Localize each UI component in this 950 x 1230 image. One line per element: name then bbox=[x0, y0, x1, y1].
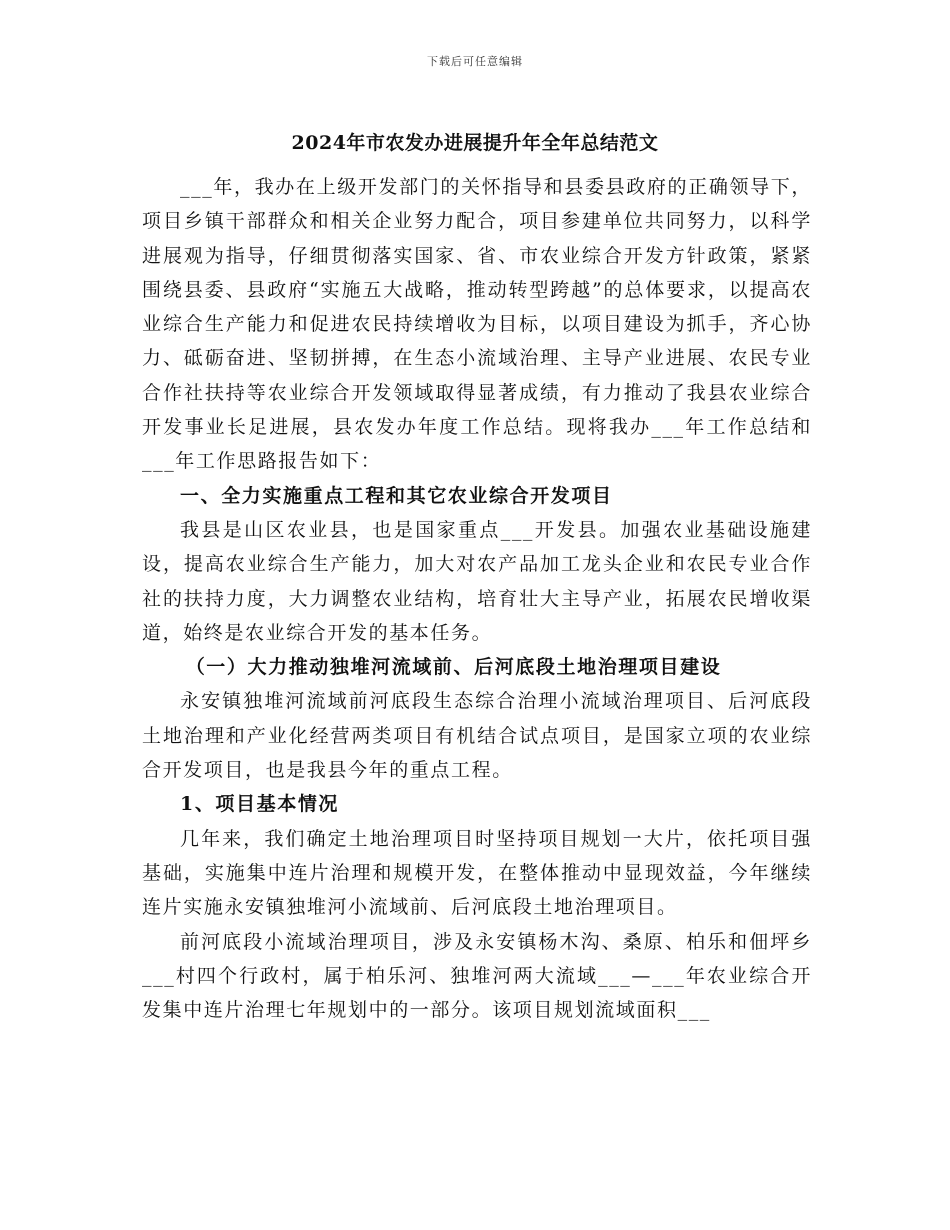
body-paragraph: 永安镇独堆河流域前河底段生态综合治理小流域治理项目、后河底段土地治理和产业化经营两类项目有机结合试点项目，是国家立项的农业综合开发项目，也是我县今年的重点工程。 bbox=[142, 690, 812, 782]
subsection-heading: （一）大力推动独堆河流域前、后河底段土地治理项目建设 bbox=[185, 656, 722, 679]
body-paragraph: 我县是山区农业县，也是国家重点___开发县。加强农业基础设施建设，提高农业综合生产能力，加大对农产品加工龙头企业和农民专业合作社的扶持力度，大力调整农业结构，培育壮大主导产业，拓展农民增收渠道，始终是农业综合开发的基本任务。 bbox=[142, 518, 812, 644]
body-paragraph: ___年，我办在上级开发部门的关怀指导和县委县政府的正确领导下，项目乡镇干部群众和相关企业努力配合，项目参建单位共同努力，以科学进展观为指导，仔细贯彻落实国家、省、市农业综合开发方针政策，紧紧围绕县委、县政府“实施五大战略，推动转型跨越”的总体要求，以提高农业综合生产能力和促进农民持续增收为目标，以项目建设为抓手，齐心协力、砥砺奋进、坚韧拼搏，在生态小流域治理、主导产业进展、农民专业合作社扶持等农业综合开发领域取得显著成绩，有力推动了我县农业综合开发事业长足进展，县农发办年度工作总结。现将我办___年工作总结和___年工作思路报告如下： bbox=[142, 176, 812, 473]
document-body bbox=[142, 170, 812, 1027]
body-paragraph: 前河底段小流域治理项目，涉及永安镇杨木沟、桑原、柏乐和佃坪乡___村四个行政村，属于柏乐河、独堆河两大流域___—___年农业综合开发集中连片治理七年规划中的一部分。该项目规划流域面积___ bbox=[142, 930, 812, 1022]
item-heading: 1、项目基本情况 bbox=[180, 793, 340, 816]
document-title: 2024年市农发办进展提升年全年总结范文 bbox=[291, 132, 659, 154]
header-note: 下载后可任意编辑 bbox=[427, 55, 523, 68]
section-heading: 一、全力实施重点工程和其它农业综合开发项目 bbox=[180, 484, 613, 507]
body-paragraph: 几年来，我们确定土地治理项目时坚持项目规划一大片，依托项目强基础，实施集中连片治理和规模开发，在整体推动中显现效益，今年继续连片实施永安镇独堆河小流域前、后河底段土地治理项目。 bbox=[142, 827, 812, 919]
